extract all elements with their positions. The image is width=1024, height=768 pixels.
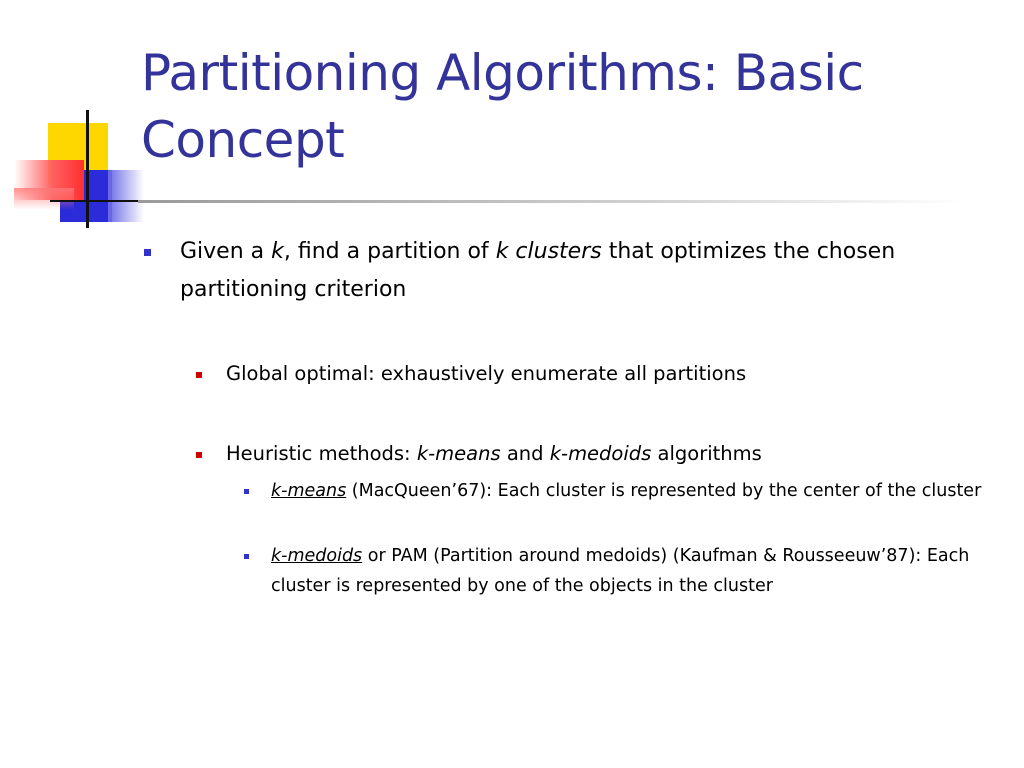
bullet-level3-k-medoids bbox=[271, 541, 999, 601]
slide-title: Partitioning Algorithms: Basic Concept bbox=[141, 44, 864, 169]
bullet-text-segment: and bbox=[500, 442, 550, 465]
square-bullet-icon bbox=[196, 452, 202, 458]
bullet-text-segment: or PAM (Partition around medoids) (Kaufman & Rousseeuw’87): Each cluster is represented by one of the objects in the cluster bbox=[271, 546, 970, 596]
bullet-text-segment: algorithms bbox=[651, 442, 762, 465]
bullet-level3-k-means bbox=[271, 476, 999, 506]
square-bullet-icon bbox=[196, 372, 202, 378]
bullet-text-segment: that optimizes the chosen partitioning criterion bbox=[180, 239, 896, 302]
bullet-text-italic: k-medoids bbox=[549, 442, 652, 465]
square-bullet-icon bbox=[144, 249, 151, 256]
bullet-text-italic-underlined: k-medoids bbox=[271, 546, 363, 566]
bullet-level2-heuristic-methods bbox=[226, 439, 986, 469]
bullet-level1 bbox=[180, 233, 940, 309]
bullet-text-italic-underlined: k-means bbox=[271, 481, 347, 501]
bullet-text-italic: k-means bbox=[416, 442, 501, 465]
bullet-text-segment: Given a bbox=[180, 239, 272, 264]
bullet-text-segment: (MacQueen’67): Each cluster is represented by the center of the cluster bbox=[346, 481, 982, 501]
square-bullet-icon bbox=[244, 554, 249, 559]
bullet-text-italic: k clusters bbox=[495, 239, 602, 264]
bullet-level2-global-optimal bbox=[226, 359, 986, 389]
bullet-text-segment: Heuristic methods: bbox=[226, 442, 417, 465]
decorative-vertical-line bbox=[86, 110, 89, 228]
decorative-blue-fade bbox=[108, 170, 144, 222]
title-underline-rule bbox=[138, 200, 968, 203]
bullet-text: Global optimal: exhaustively enumerate all partitions bbox=[226, 362, 747, 385]
square-bullet-icon bbox=[244, 489, 249, 494]
decorative-horizontal-line bbox=[50, 200, 140, 202]
decorative-red-fade bbox=[14, 188, 74, 210]
bullet-text-italic: k bbox=[271, 239, 284, 264]
bullet-text-segment: , find a partition of bbox=[283, 239, 496, 264]
